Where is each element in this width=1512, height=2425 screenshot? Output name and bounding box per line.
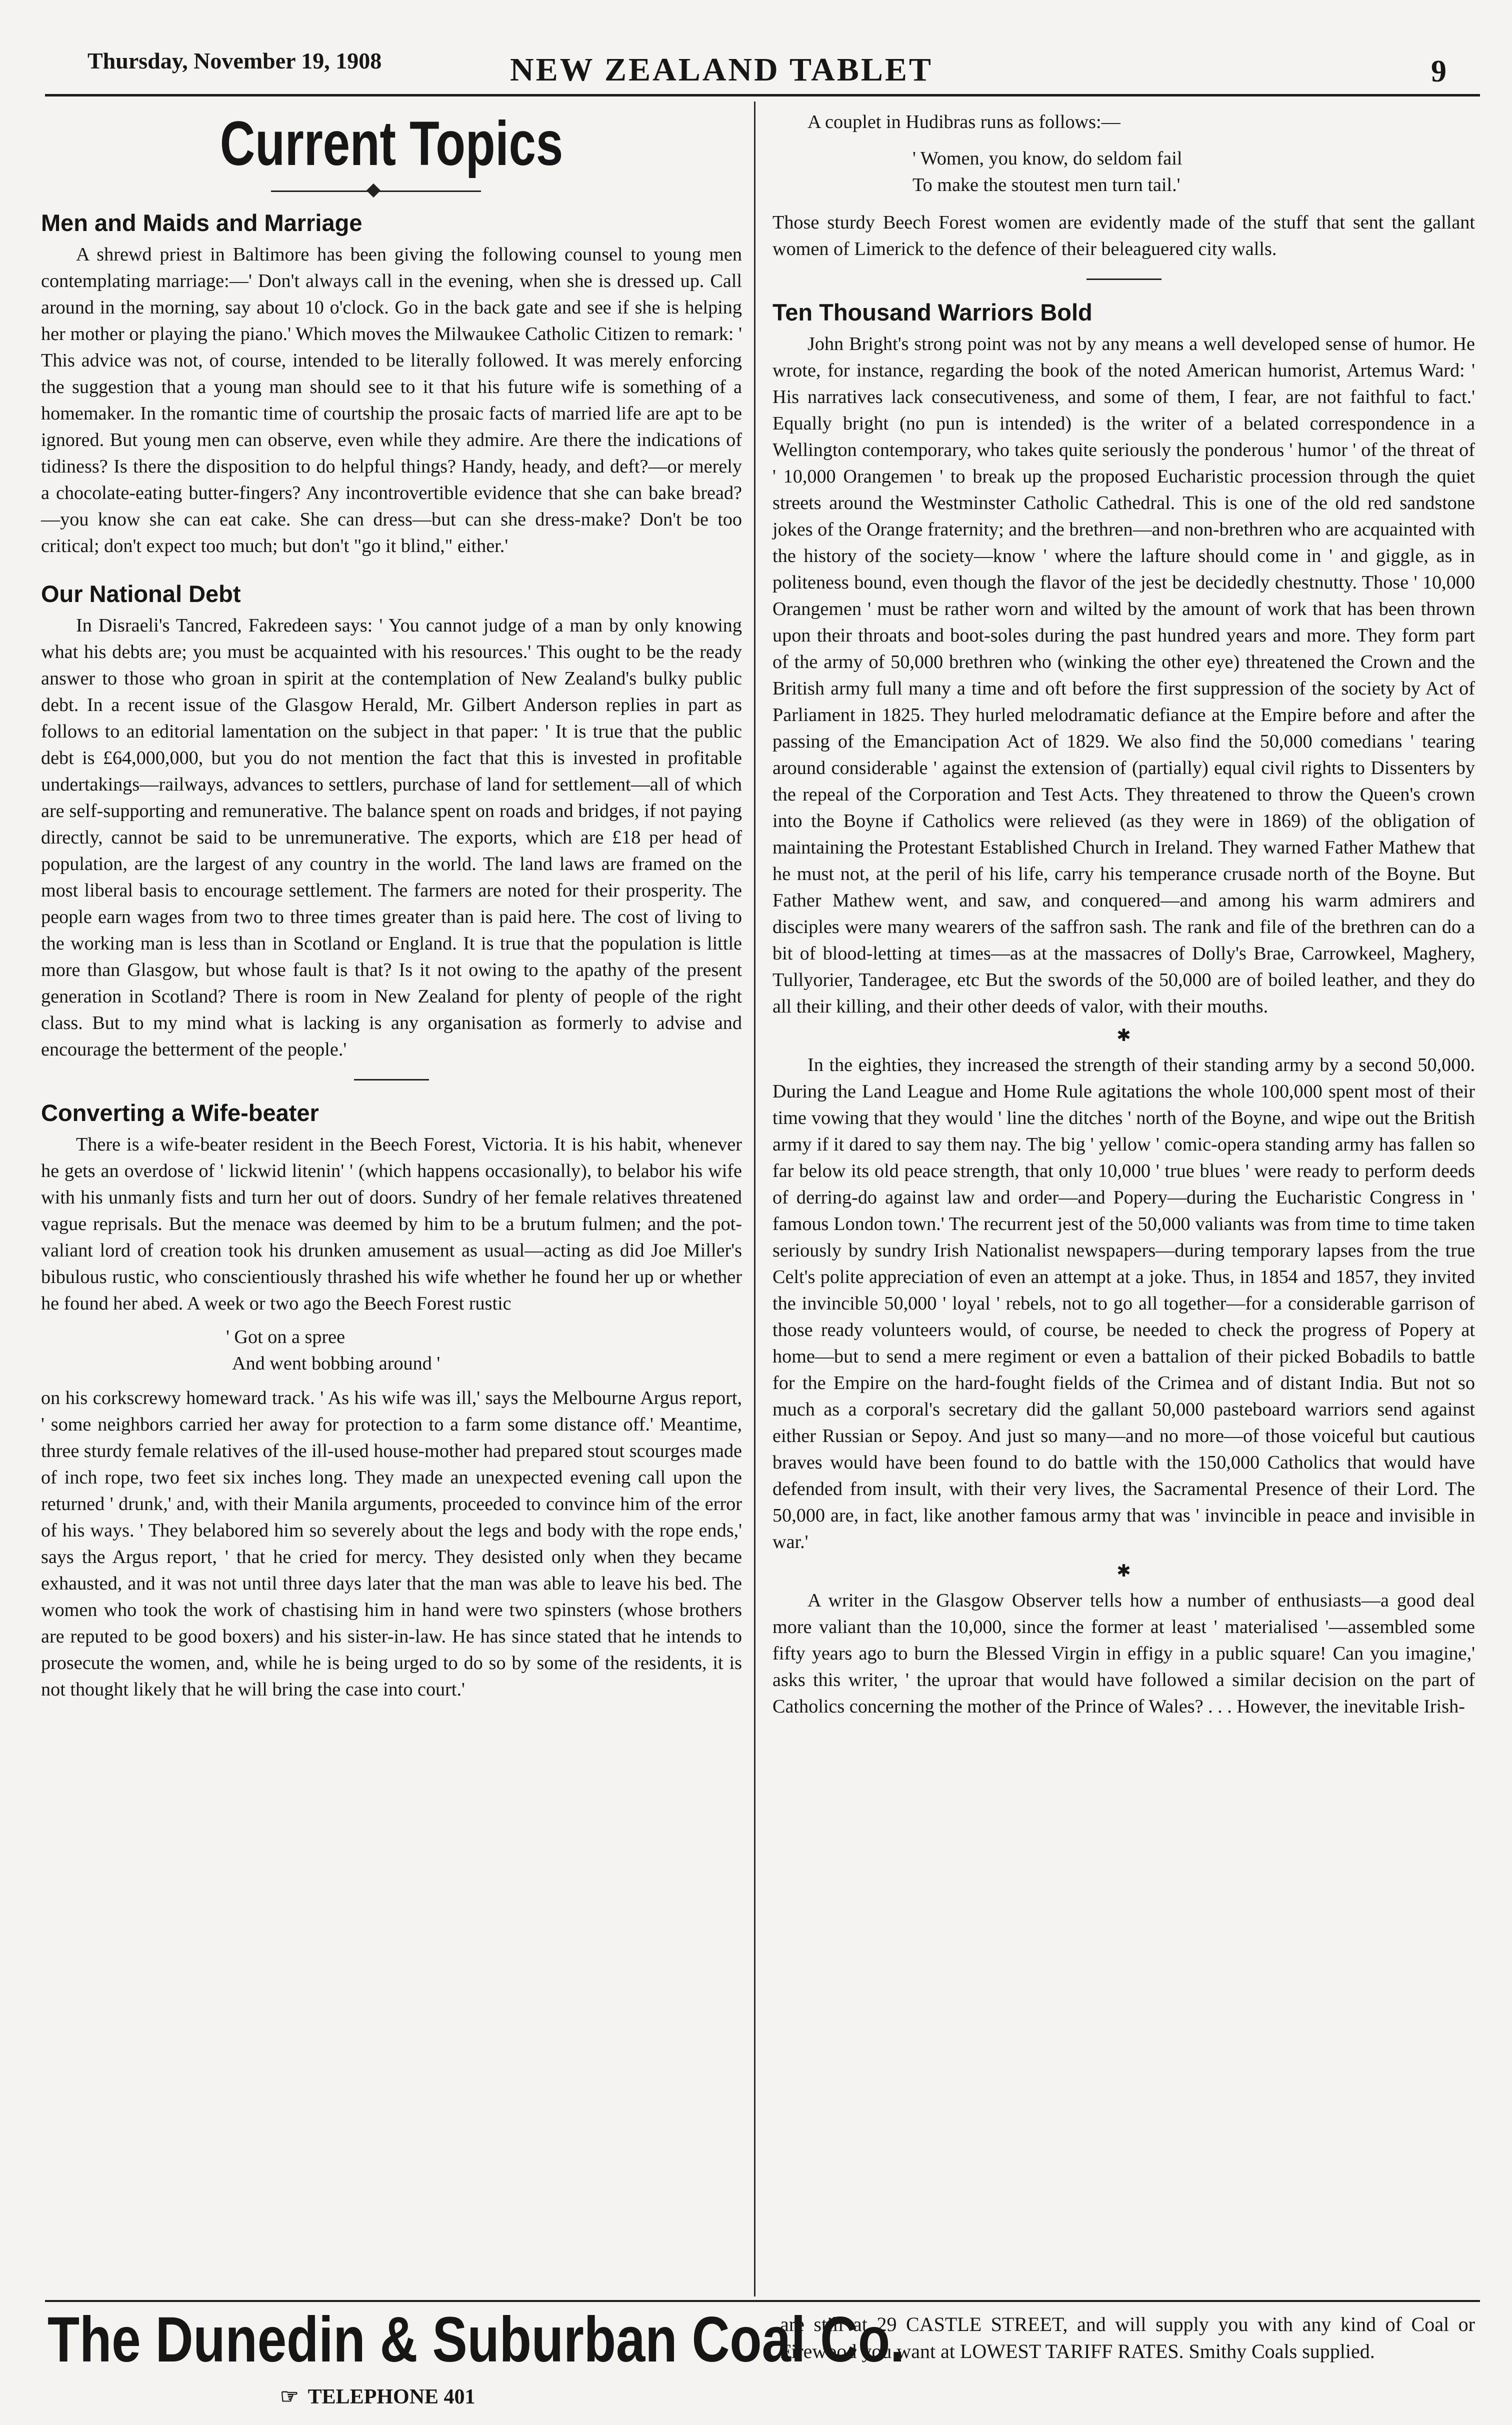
main-heading: Current Topics — [220, 109, 564, 178]
section-title-warriors: Ten Thousand Warriors Bold — [772, 299, 1092, 326]
diamond-icon — [366, 184, 380, 198]
article-paragraph: on his corkscrewy homeward track. ' As his wife was ill,' says the Melbourne Argus report, ' some neighbors carried her away for protection to a farm some distance off.' Meantime, three sturdy female relatives of the ill-used house-mother had prepared stout scourges made of inch rope, two feet six inches long. They made an unexpected evening call upon the returned ' drunk,' and, with their Manila arguments, proceeded to convince him of the error of his ways. ' They belabored him so severely about the legs and body with the rope ends,' says the Argus report, ' that he cried for mercy. They desisted only when they became exhausted, and it was not until three days later that the man was able to leave his bed. The women who took the work of chastising him in hand were two spinsters (whose brothers are reputed to be good boxers) and his sister-in-law. He has since stated that he intends to prosecute the women, and, while he is being urged to do so by some of the residents, it is not thought likely that he will bring the case into court.' — [41, 1388, 742, 1700]
masthead-title: NEW ZEALAND TABLET — [510, 52, 933, 88]
header-rule — [45, 94, 1480, 96]
verse-line: To make the stoutest men turn tail.' — [912, 174, 1180, 196]
issue-date: Thursday, November 19, 1908 — [88, 48, 382, 74]
article-paragraph: There is a wife-beater resident in the Beech Forest, Victoria. It is his habit, whenever he gets an overdose of ' lickwid litenin' ' (which happens occasionally), to belabor his wife with his unmanly fists and turn her out of doors. Sundry of her female relatives threatened vague reprisals. But the menace was deemed by him to be a brutum fulmen; and the pot-valiant lord of creation took his drunken amusement as usual—acting as did Joe Miller's bibulous rustic, who conscientiously thrashed his wife whether he found her up or whether he found her abed. A week or two ago the Beech Forest rustic — [41, 1134, 742, 1314]
verse-line: And went bobbing around ' — [232, 1353, 440, 1374]
article-paragraph: In the eighties, they increased the strength of their standing army by a second 50,000. During the Land League and Home Rule agitations the whole 100,000 spent most of their time vowing that they would ' line the ditches ' north of the Boyne, and wipe out the British army if it dared to say them nay. The big ' yellow ' comic-opera standing army has fallen so far below its old peace strength, that only 10,000 ' true blues ' were ready to perform deeds of derring-do against law and order—and Popery—during the Eucharistic Congress in ' famous London town.' The recurrent jest of the 50,000 valiants was from time to time taken seriously by sundry Irish Nationalist newspapers—during temporary lapses from the true Celt's polite appreciation of even an attempt at a joke. Thus, in 1854 and 1857, they invited the invincible 50,000 ' loyal ' rebels, not to go all together—for a considerable garrison of those ready volunteers would, of course, be needed to check the progress of Popery at home—but to send a mere regiment or even a battalion of their picked Bobadils to battle for the Empire on the hard-fought fields of the Crimea and of distant India. But not so much as a corporal's secretary did the gallant 50,000 pasteboard warriors send against either Russian or Sepoy. And just so many—and no more—of those voiceful but cautious braves would have been found to do battle with the 150,000 Catholics that would have defended from insult, with their very lives, the Sacramental Presence of their Lord. The 50,000 are, in fact, like another famous army that was ' invincible in peace and invisible in war.' — [772, 1054, 1475, 1552]
advertiser-name: The Dunedin & Suburban Coal Co. — [48, 2304, 905, 2376]
verse-line: ' Women, you know, do seldom fail — [912, 148, 1182, 169]
advertisement-text: are still at 29 CASTLE STREET, and will supply you with any kind of Coal or Firewood you want at LOWEST TARIFF RATES. Smithy Coals supplied. — [780, 2313, 1475, 2362]
section-title-national-debt: Our National Debt — [41, 580, 241, 607]
article-paragraph: John Bright's strong point was not by any means a well developed sense of humor. He wrote, for instance, regarding the book of the noted American humorist, Artemus Ward: ' His narratives lack consecutiveness, and some of them, I fear, are not faithful to fact.' Equally bright (no pun is intended) is the writer of a belated correspondence in a Wellington contemporary, who takes quite seriously the ponderous ' humor ' of the threat of ' 10,000 Orangemen ' to break up the proposed Eucharistic procession through the quiet streets around the Westminster Catholic Cathedral. This is one of the old red sandstone jokes of the Orange fraternity; and the brethren—and non-brethren who are acquainted with the history of the society—know ' where the lafture should come in ' and giggle, as in politeness bound, even though the flavor of the jest be decidedly chestnutty. Those ' 10,000 Orangemen ' must be rather worn and wilted by the amount of work that has been thrown upon their throats and boot-soles during the past hundred years and more. They form part of the army of 50,000 brethren who (winking the other eye) threatened the Crown and the British army full many a time and oft before the first suppression of the society by Act of Parliament in 1825. They hurled melodramatic defiance at the Empire before and after the passing of the Emancipation Act of 1829. We also find the 50,000 comedians ' tearing around considerable ' against the extension of (partially) equal civil rights to Dissenters by the repeal of the Corporation and Test Acts. They threatened to throw the Queen's crown into the Boyne if Catholics were relieved (as they were in 1869) of the obligation of maintaining the Protestant Established Church in Ireland. They warned Father Mathew that he must not, at the peril of his life, carry his temperance crusade north of the Boyne. But Father Mathew went, and saw, and conquered—and among his warm admirers and disciples were many wearers of the saffron sash. The rank and file of the brethren can do a bit of blood-letting at times—as at the massacres of Dolly's Brae, Carrowkeel, Maghery, Tullyorier, Tanderagee, etc But the swords of the 50,000 are of boiled leather, and they do all their killing, and their other deeds of valor, with their mouths. — [772, 334, 1475, 1017]
verse-line: ' Got on a spree — [226, 1326, 346, 1348]
verse-quote — [226, 1324, 742, 1377]
section-title-men-and-maids: Men and Maids and Marriage — [41, 210, 362, 236]
verse-quote — [912, 146, 1475, 198]
page-number: 9 — [1431, 54, 1446, 88]
left-column — [41, 102, 742, 1703]
section-divider — [1086, 278, 1162, 280]
section-title-wife-beater: Converting a Wife-beater — [41, 1100, 319, 1126]
section-divider — [354, 1079, 429, 1080]
column-divider — [754, 102, 756, 2296]
article-paragraph: In Disraeli's Tancred, Fakredeen says: ' You cannot judge of a man by only knowing what his debts are; you must be acquainted with his resources.' This ought to be the ready answer to those who groan in spirit at the contemplation of New Zealand's bulky public debt. In a recent issue of the Glasgow Herald, Mr. Gilbert Anderson replies in part as follows to an editorial lamentation on the subject in that paper: ' It is true that the public debt is £64,000,000, but you do not mention the fact that this is invested in profitable undertakings—railways, advances to settlers, purchase of land for settlement—all of which are self-supporting and remunerative. The balance spent on roads and bridges, if not paying directly, cannot be said to be unremunerative. The exports, which are £18 per head of population, are the largest of any country in the world. The land laws are framed on the most liberal basis to encourage settlement. The farmers are noted for their prosperity. The people earn wages from two to three times greater than is paid here. The cost of living to the working man is less than in Scotland or England. It is true that the population is little more than Glasgow, but whose fault is that? Is it not owing to the apathy of the present generation in Scotland? There is room in New Zealand for plenty of people of the right class. But to my mind what is lacking is any organisation as formerly to advise and encourage the betterment of the people.' — [41, 615, 742, 1060]
article-paragraph: Those sturdy Beech Forest women are evidently made of the stuff that sent the gallant women of Limerick to the defence of their beleaguered city walls. — [772, 212, 1475, 260]
heading-ornament — [41, 182, 742, 202]
article-paragraph: A writer in the Glasgow Observer tells how a number of enthusiasts—a good deal more valiant than the 10,000, since the former at least ' materialised '—assembled some fifty years ago to burn the Blessed Virgin in effigy in a public square! Can you imagine,' asks this writer, ' the uproar that would have followed a similar decision on the part of Catholics concerning the mother of the Prince of Wales? . . . However, the inevitable Irish- — [772, 1590, 1475, 1717]
article-paragraph: A couplet in Hudibras runs as follows:— — [808, 112, 1120, 132]
footer-rule — [45, 2300, 1480, 2302]
right-column — [772, 109, 1475, 1720]
pointing-hand-icon: ☞ — [280, 2386, 299, 2408]
article-paragraph: A shrewd priest in Baltimore has been giving the following counsel to young men contemplating marriage:—' Don't always call in the evening, when she is dressed up. Call around in the morning, say about 10 o'clock. Go in the back gate and see if she is helping her mother or playing the piano.' Which moves the Milwaukee Catholic Citizen to remark: ' This advice was not, of course, intended to be literally followed. It was merely enforcing the suggestion that a young man should see to it that his future wife is something of a homemaker. In the romantic time of courtship the prosaic facts of married life are apt to be ignored. But young men can observe, even while they admire. Are there the indications of tidiness? Is there the disposition to do helpful things? Handy, heady, and deft?—or merely a chocolate-eating butter-fingers? Any incontrovertible evidence that she can bake bread?—you know she can eat cake. She can dress—but can she dress-make? Don't be too critical; don't expect too much; but don't "go it blind," either.' — [41, 244, 742, 556]
asterisk-icon: ✱ — [1116, 1562, 1131, 1580]
telephone-text: TELEPHONE 401 — [308, 2386, 476, 2408]
asterisk-icon: ✱ — [1116, 1026, 1131, 1045]
advertiser-telephone — [280, 2384, 476, 2409]
